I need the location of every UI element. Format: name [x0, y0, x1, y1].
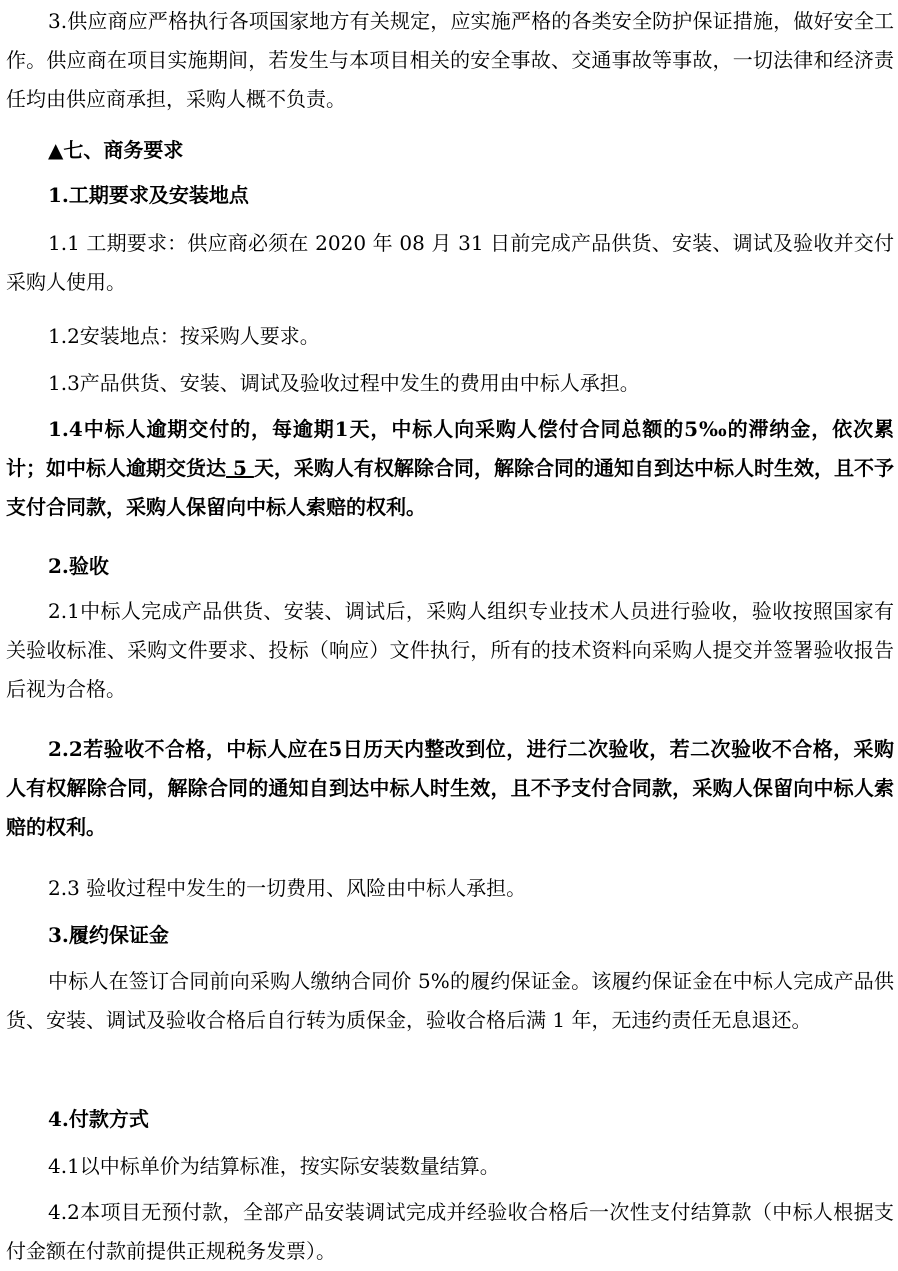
paragraph-1-3: 1.3产品供货、安装、调试及验收过程中发生的费用由中标人承担。 [48, 371, 640, 395]
paragraph-2-1: 2.1中标人完成产品供货、安装、调试后，采购人组织专业技术人员进行验收，验收按照国家有关验收标准、采购文件要求、投标（响应）文件执行，所有的技术资料向采购人提交并签署验收报告后视为合格。 [6, 599, 894, 701]
overdue-days-value: 5 [226, 456, 254, 480]
heading-schedule-location: 1.工期要求及安装地点 [48, 183, 249, 207]
paragraph-2-2: 2.2若验收不合格，中标人应在5日历天内整改到位，进行二次验收，若二次验收不合格，采购人有权解除合同，解除合同的通知自到达中标人时生效，且不予支付合同款，采购人保留向中标人索赔的权利。 [6, 737, 894, 839]
paragraph-1-1: 1.1 工期要求：供应商必须在 2020 年 08 月 31 日前完成产品供货、安装、调试及验收并交付采购人使用。 [6, 231, 894, 294]
heading-payment-method: 4.付款方式 [48, 1107, 149, 1131]
section-title: ▲七、商务要求 [48, 138, 184, 162]
paragraph-4-2: 4.2本项目无预付款，全部产品安装调试完成并经验收合格后一次性支付结算款（中标人根据支付金额在付款前提供正规税务发票）。 [6, 1200, 894, 1263]
paragraph-3: 中标人在签订合同前向采购人缴纳合同价 5%的履约保证金。该履约保证金在中标人完成产品供货、安装、调试及验收合格后自行转为质保金，验收合格后满 1 年，无违约责任无息退还。 [6, 969, 894, 1032]
paragraph-1-4-part-a: 1.4中标人逾期交付的，每逾期1天，中标人向采购人偿付合同总额的5‰的滞纳金，依次累计；如中标人逾期交货达 [6, 417, 894, 480]
heading-performance-bond: 3.履约保证金 [48, 923, 169, 947]
paragraph-1-2: 1.2安装地点：按采购人要求。 [48, 324, 320, 348]
paragraph-2-3: 2.3 验收过程中发生的一切费用、风险由中标人承担。 [48, 876, 527, 900]
paragraph-1-4 [6, 410, 894, 527]
paragraph-safety: 3.供应商应严格执行各项国家地方有关规定，应实施严格的各类安全防护保证措施，做好安全工作。供应商在项目实施期间，若发生与本项目相关的安全事故、交通事故等事故，一切法律和经济责任均由供应商承担，采购人概不负责。 [6, 9, 894, 111]
paragraph-1-4-part-b: 天，采购人有权解除合同，解除合同的通知自到达中标人时生效，且不予支付合同款，采购人保留向中标人索赔的权利。 [6, 456, 895, 519]
paragraph-4-1: 4.1以中标单价为结算标准，按实际安装数量结算。 [48, 1154, 500, 1178]
heading-acceptance: 2.验收 [48, 554, 109, 578]
